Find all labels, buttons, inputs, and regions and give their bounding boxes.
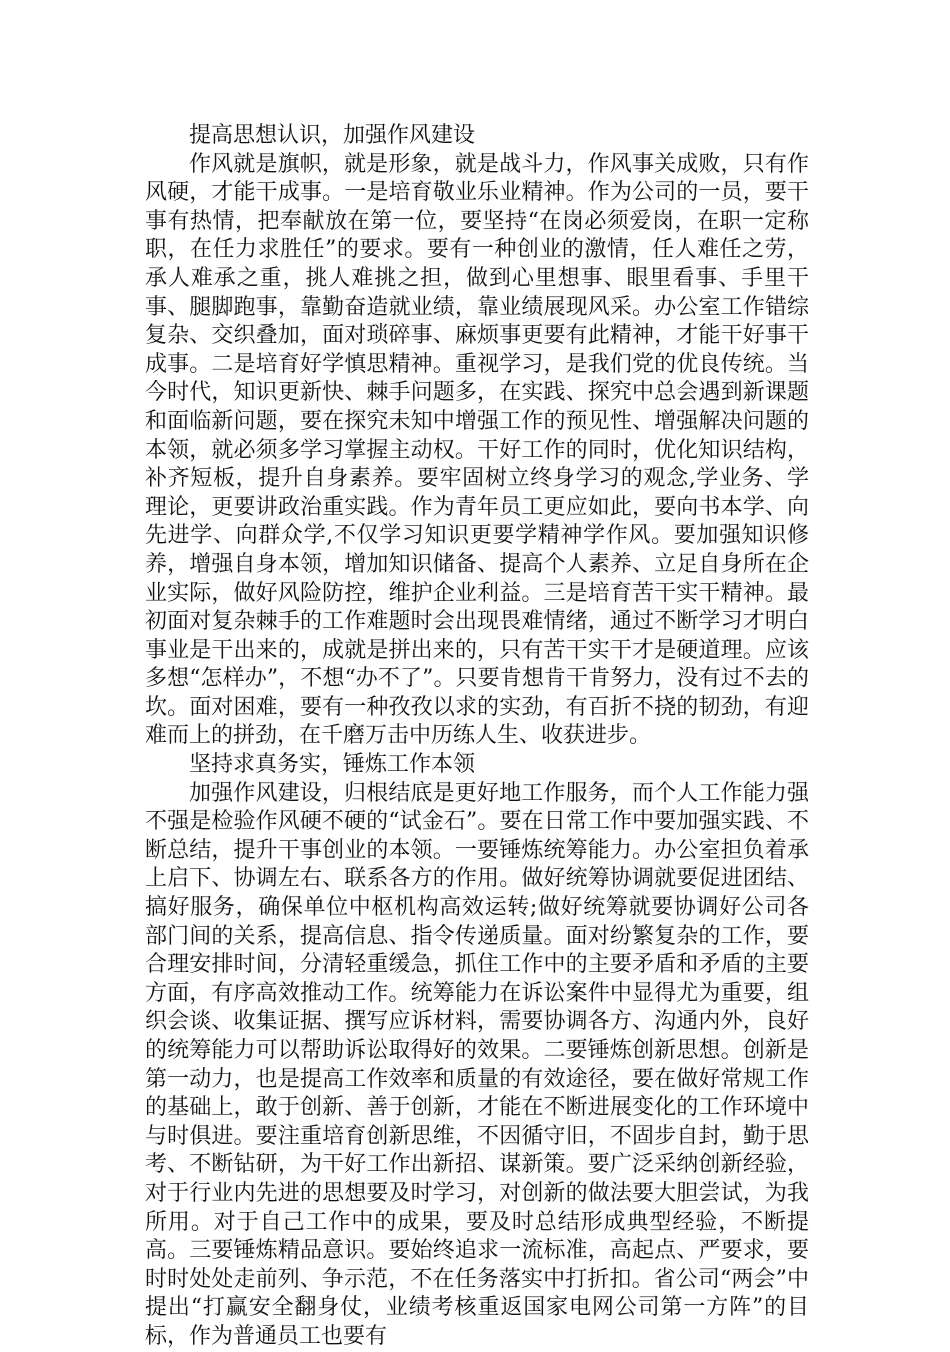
section-heading-1: 提高思想认识，加强作风建设 <box>189 123 476 148</box>
section-paragraph-2: 加强作风建设，归根结底是更好地工作服务，而个人工作能力强不强是检验作风硬不硬的“试金石”。要在日常工作中要加强实践、不断总结，提升干事创业的本领。一要锤炼统筹能力。办公室担负着承上启下、协调左右、联系各方的作用。做好统筹协调就要促进团结、搞好服务，确保单位中枢机构高效运转;做好统筹就要协调好公司各部门间的关系，提高信息、指令传递质量。面对纷繁复杂的工作，要合理安排时间，分清轻重缓急，抓住工作中的主要矛盾和矛盾的主要方面，有序高效推动工作。统筹能力在诉讼案件中显得尤为重要，组织会谈、收集证据、撰写应诉材料，需要协调各方、沟通内外，良好的统筹能力可以帮助诉讼取得好的效果。二要锤炼创新思想。创新是第一动力，也是提高工作效率和质量的有效途径，要在做好常规工作的基础上，敢于创新、善于创新，才能在不断进展变化的工作环境中与时俱进。要注重培育创新思维，不因循守旧，不固步自封，勤于思考、不断钻研，为干好工作出新招、谋新策。要广泛采纳创新经验，对于行业内先进的思想要及时学习，对创新的做法要大胆尝试，为我所用。对于自己工作中的成果，要及时总结形成典型经验，不断提高。三要锤炼精品意识。要始终追求一流标准，高起点、严要求，要时时处处走前列、争示范，不在任务落实中打折扣。省公司“两会”中提出“打赢安全翻身仗，业绩考核重返国家电网公司第一方阵”的目标，作为普通员工也要有 <box>145 780 809 1349</box>
section-heading-2: 坚持求真务实，锤炼工作本领 <box>189 752 476 778</box>
document-body <box>145 122 809 1352</box>
section-paragraph-1: 作风就是旗帜，就是形象，就是战斗力，作风事关成败，只有作风硬，才能干成事。一是培育敬业乐业精神。作为公司的一员，要干事有热情，把奉献放在第一位，要坚持“在岗必须爱岗，在职一定称职，在任力求胜任”的要求。要有一种创业的激情，任人难任之劳，承人难承之重，挑人难挑之担，做到心里想事、眼里看事、手里干事、腿脚跑事，靠勤奋造就业绩，靠业绩展现风采。办公室工作错综复杂、交织叠加，面对琐碎事、麻烦事更要有此精神，才能干好事干成事。二是培育好学慎思精神。重视学习，是我们党的优良传统。当今时代，知识更新快、棘手问题多，在实践、探究中总会遇到新课题和面临新问题，要在探究未知中增强工作的预见性、增强解决问题的本领，就必须多学习掌握主动权。干好工作的同时，优化知识结构，补齐短板，提升自身素养。要牢固树立终身学习的观念,学业务、学理论，更要讲政治重实践。作为青年员工更应如此，要向书本学、向先进学、向群众学,不仅学习知识更要学精神学作风。要加强知识修养，增强自身本领，增加知识储备、提高个人素养、立足自身所在企业实际，做好风险防控，维护企业利益。三是培育苦干实干精神。最初面对复杂棘手的工作难题时会出现畏难情绪，通过不断学习才明白事业是干出来的，成就是拼出来的，只有苦干实干才是硬道理。应该多想“怎样办”，不想“办不了”。只要肯想肯干肯努力，没有过不去的坎。面对困难，要有一种孜孜以求的实劲，有百折不挠的韧劲，有迎难而上的拼劲，在千磨万击中历练人生、收获进步。 <box>145 151 809 749</box>
